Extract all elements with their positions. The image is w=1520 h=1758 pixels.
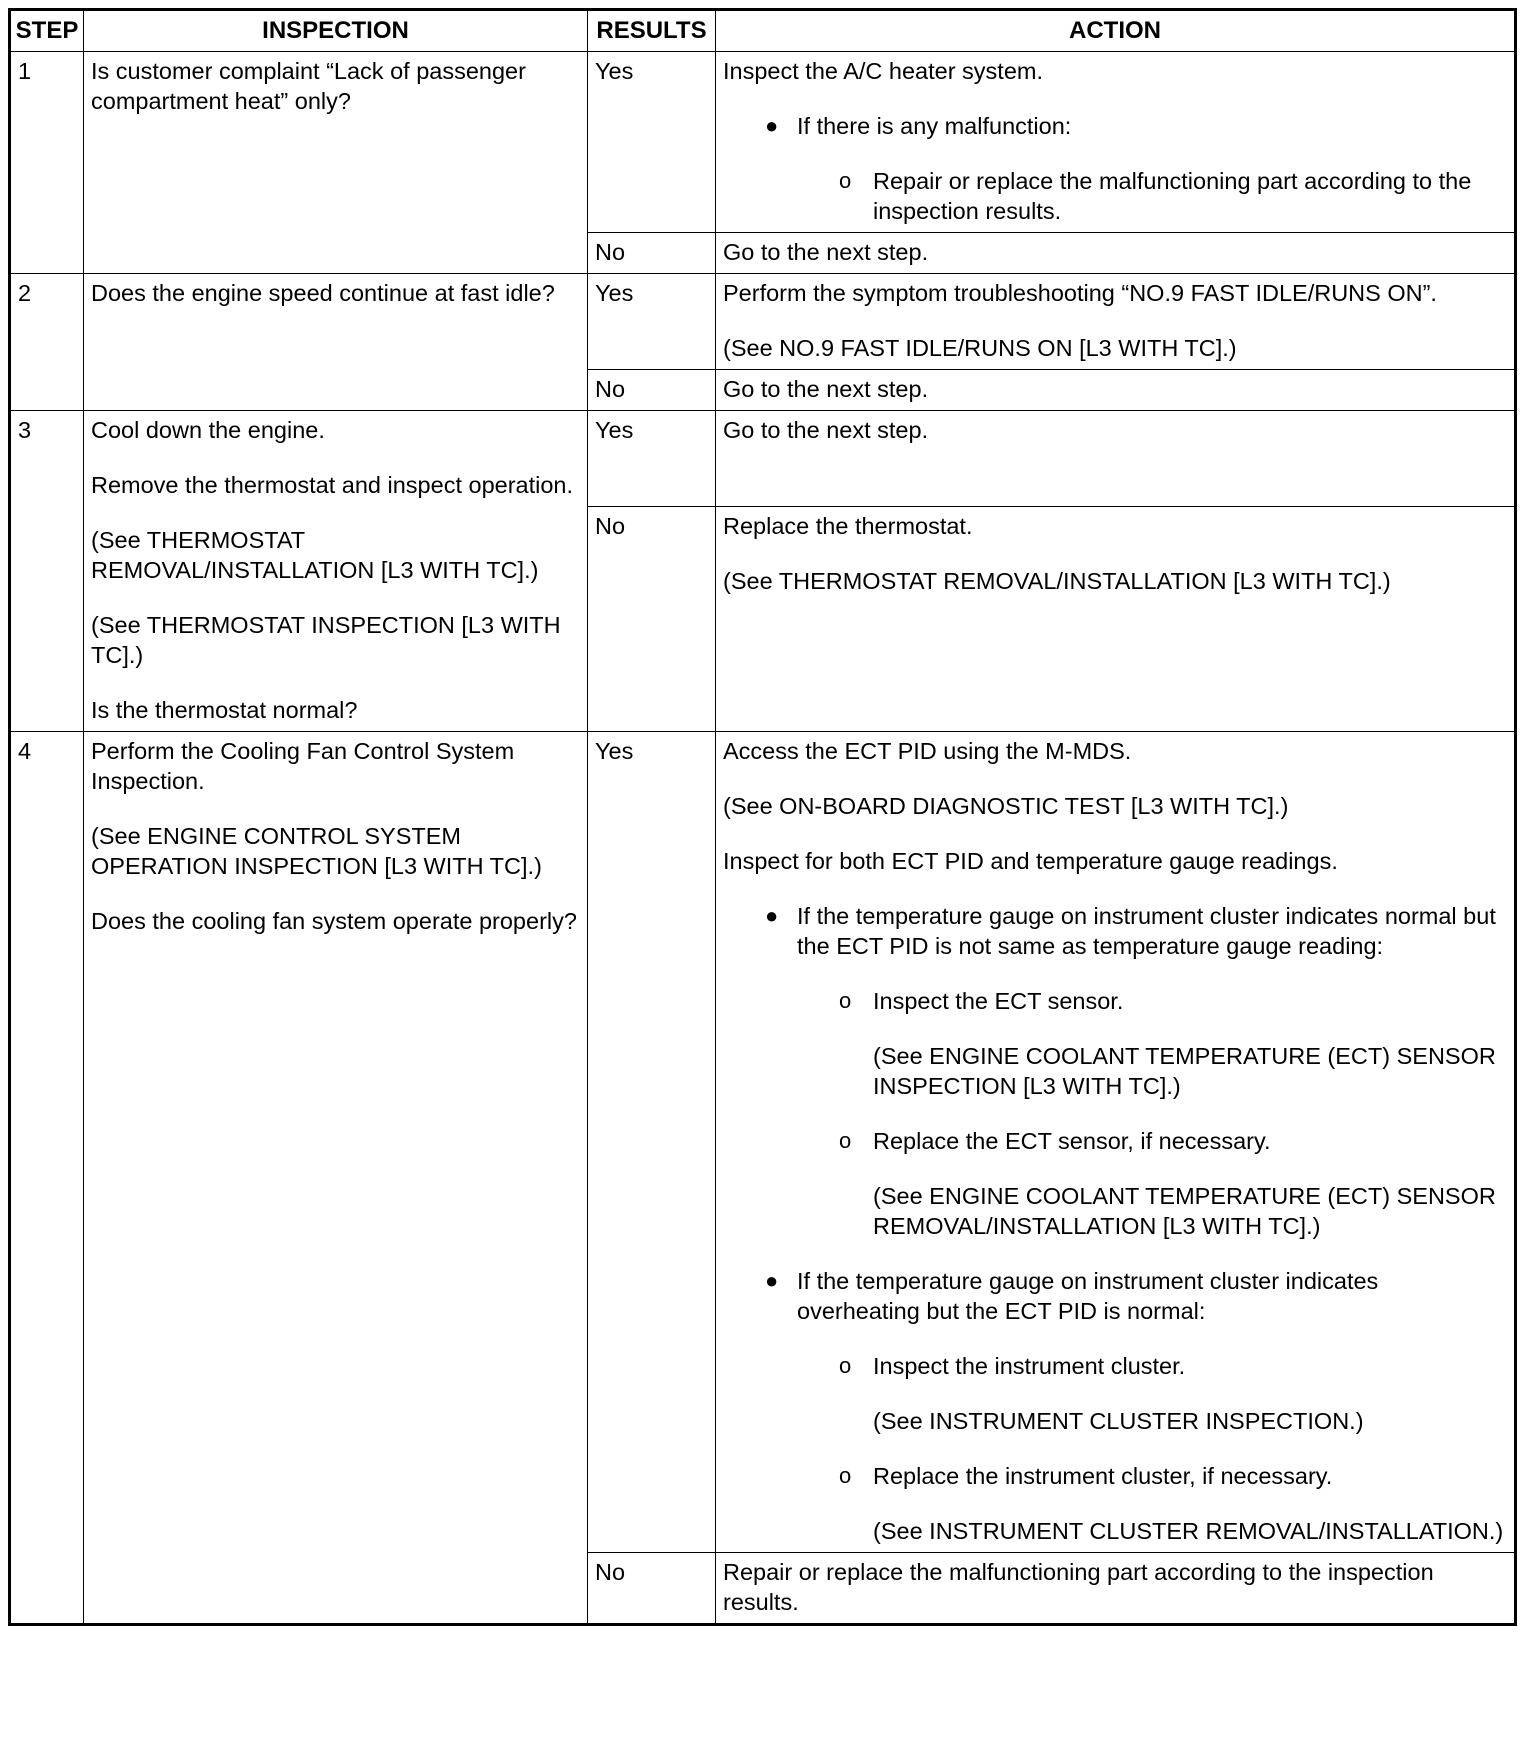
sub-bullet-item xyxy=(723,166,1507,226)
result-no: No xyxy=(588,1553,716,1625)
result-yes: Yes xyxy=(588,732,716,1553)
action-cell xyxy=(716,411,1516,507)
header-row xyxy=(10,10,1516,52)
action-text: (See INSTRUMENT CLUSTER REMOVAL/INSTALLATION.) xyxy=(873,1518,1504,1544)
inspection-text: Does the cooling fan system operate properly? xyxy=(91,908,577,934)
action-text: Access the ECT PID using the M-MDS. xyxy=(723,738,1132,764)
action-cell xyxy=(716,274,1516,370)
filled-bullet-icon: ● xyxy=(765,903,779,928)
sub-bullet-item xyxy=(723,986,1507,1016)
result-yes: Yes xyxy=(588,274,716,370)
filled-bullet-icon: ● xyxy=(765,113,779,138)
step-number: 1 xyxy=(10,52,84,274)
action-text: If there is any malfunction: xyxy=(797,113,1072,139)
inspection-text: Is the thermostat normal? xyxy=(91,697,358,723)
action-text: Replace the instrument cluster, if necessary. xyxy=(873,1463,1333,1489)
action-text: (See ON-BOARD DIAGNOSTIC TEST [L3 WITH TC].) xyxy=(723,793,1289,819)
inspection-text: (See THERMOSTAT REMOVAL/INSTALLATION [L3 WITH TC].) xyxy=(91,527,539,583)
action-text: Go to the next step. xyxy=(723,376,929,402)
action-text: If the temperature gauge on instrument cluster indicates overheating but the ECT PID is normal: xyxy=(797,1268,1379,1324)
action-text: Repair or replace the malfunctioning part according to the inspection results. xyxy=(723,1559,1434,1615)
sub-reference xyxy=(723,1181,1507,1241)
step-number: 4 xyxy=(10,732,84,1625)
step-1-yes-row xyxy=(10,52,1516,233)
sub-bullet-item xyxy=(723,1351,1507,1381)
inspection-text: (See ENGINE CONTROL SYSTEM OPERATION INSPECTION [L3 WITH TC].) xyxy=(91,823,542,879)
open-bullet-icon: o xyxy=(839,1463,852,1488)
step-4-yes-row xyxy=(10,732,1516,1553)
open-bullet-icon: o xyxy=(839,1128,852,1153)
inspection-text: Does the engine speed continue at fast idle? xyxy=(91,280,555,306)
inspection-text: Perform the Cooling Fan Control System Inspection. xyxy=(91,738,515,794)
step-number: 2 xyxy=(10,274,84,411)
action-cell xyxy=(716,52,1516,233)
result-no: No xyxy=(588,507,716,732)
sub-bullet-item xyxy=(723,1126,1507,1156)
header-inspection: INSPECTION xyxy=(84,10,588,52)
inspection-cell xyxy=(84,411,588,732)
bullet-item xyxy=(723,1266,1507,1326)
step-3-yes-row xyxy=(10,411,1516,507)
action-cell xyxy=(716,1553,1516,1625)
inspection-text: Is customer complaint “Lack of passenger compartment heat” only? xyxy=(91,58,526,114)
header-step: STEP xyxy=(10,10,84,52)
open-bullet-icon: o xyxy=(839,988,852,1013)
bullet-item xyxy=(723,901,1507,961)
inspection-cell xyxy=(84,274,588,411)
result-no: No xyxy=(588,233,716,274)
header-results: RESULTS xyxy=(588,10,716,52)
inspection-text: Remove the thermostat and inspect operation. xyxy=(91,472,574,498)
open-bullet-icon: o xyxy=(839,168,852,193)
action-text: Replace the thermostat. xyxy=(723,513,973,539)
action-cell xyxy=(716,507,1516,732)
action-text: (See NO.9 FAST IDLE/RUNS ON [L3 WITH TC].) xyxy=(723,335,1237,361)
action-text: Inspect for both ECT PID and temperature gauge readings. xyxy=(723,848,1338,874)
result-yes: Yes xyxy=(588,411,716,507)
action-cell xyxy=(716,732,1516,1553)
action-cell xyxy=(716,233,1516,274)
result-no: No xyxy=(588,370,716,411)
troubleshooting-sheet xyxy=(8,8,1517,1626)
inspection-text: (See THERMOSTAT INSPECTION [L3 WITH TC].) xyxy=(91,612,561,668)
troubleshooting-table xyxy=(8,8,1517,1626)
action-text: Go to the next step. xyxy=(723,239,929,265)
action-text: If the temperature gauge on instrument cluster indicates normal but the ECT PID is not same as temperature gauge reading: xyxy=(797,903,1496,959)
inspection-cell xyxy=(84,732,588,1625)
action-text: Perform the symptom troubleshooting “NO.9 FAST IDLE/RUNS ON”. xyxy=(723,280,1437,306)
step-2-yes-row xyxy=(10,274,1516,370)
action-cell xyxy=(716,370,1516,411)
action-text: (See ENGINE COOLANT TEMPERATURE (ECT) SENSOR INSPECTION [L3 WITH TC].) xyxy=(873,1043,1496,1099)
bullet-item xyxy=(723,111,1507,141)
action-text: Inspect the instrument cluster. xyxy=(873,1353,1186,1379)
action-text: (See ENGINE COOLANT TEMPERATURE (ECT) SENSOR REMOVAL/INSTALLATION [L3 WITH TC].) xyxy=(873,1183,1496,1239)
action-text: Inspect the ECT sensor. xyxy=(873,988,1124,1014)
filled-bullet-icon: ● xyxy=(765,1268,779,1293)
result-yes: Yes xyxy=(588,52,716,233)
action-text: (See INSTRUMENT CLUSTER INSPECTION.) xyxy=(873,1408,1364,1434)
sub-bullet-item xyxy=(723,1461,1507,1491)
action-text: (See THERMOSTAT REMOVAL/INSTALLATION [L3 WITH TC].) xyxy=(723,568,1391,594)
sub-reference xyxy=(723,1406,1507,1436)
sub-reference xyxy=(723,1516,1507,1546)
action-text: Go to the next step. xyxy=(723,417,929,443)
action-text: Replace the ECT sensor, if necessary. xyxy=(873,1128,1271,1154)
header-action: ACTION xyxy=(716,10,1516,52)
inspection-text: Cool down the engine. xyxy=(91,417,325,443)
inspection-cell xyxy=(84,52,588,274)
action-text: Repair or replace the malfunctioning part according to the inspection results. xyxy=(873,168,1472,224)
action-text: Inspect the A/C heater system. xyxy=(723,58,1044,84)
step-number: 3 xyxy=(10,411,84,732)
open-bullet-icon: o xyxy=(839,1353,852,1378)
sub-reference xyxy=(723,1041,1507,1101)
